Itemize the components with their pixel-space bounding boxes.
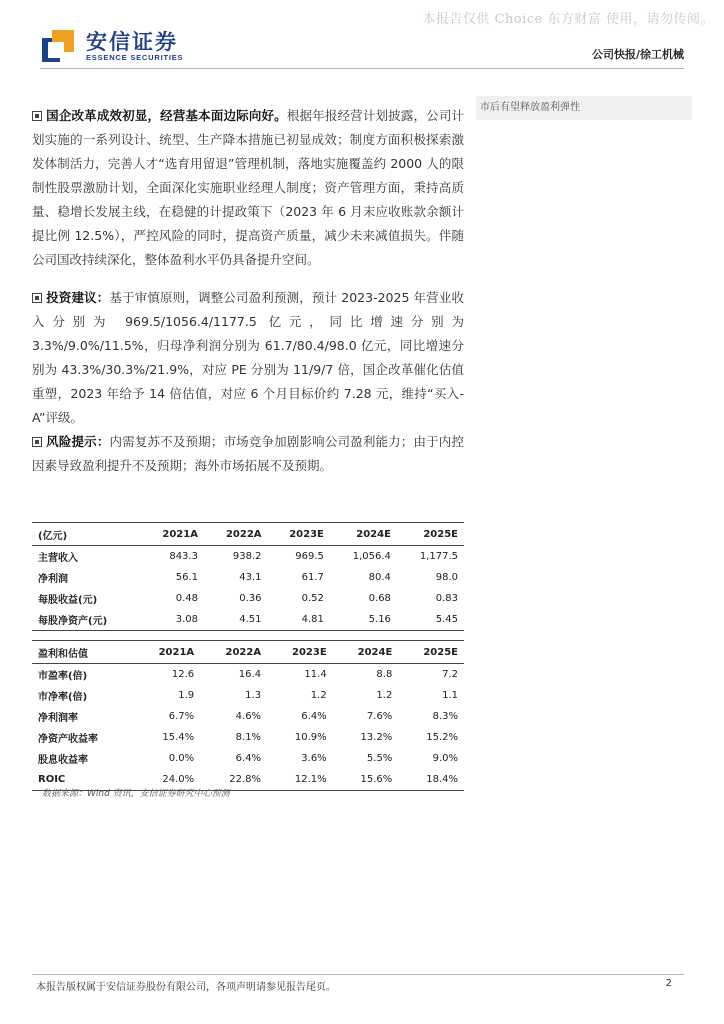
- row-label: 市盈率(倍): [38, 671, 88, 682]
- table-header-cell: 2024E: [330, 523, 397, 546]
- table-cell: 22.8%: [200, 769, 267, 791]
- table-cell: 98.0: [435, 572, 458, 583]
- table-cell: 1.9: [178, 690, 195, 701]
- table-row: [32, 748, 464, 769]
- table-cell: 4.51: [204, 609, 268, 631]
- table-cell: 3.6%: [301, 753, 327, 764]
- row-label: 每股净资产(元): [32, 609, 140, 631]
- table-cell: 1.2: [376, 690, 393, 701]
- table-header-row: [32, 523, 464, 546]
- table-header-cell: 2024E: [333, 641, 399, 664]
- table-cell: 5.5%: [366, 753, 393, 764]
- report-category: 公司快报/徐工机械: [591, 48, 684, 61]
- bullet-icon: [32, 293, 42, 303]
- row-label: ROIC: [32, 769, 133, 791]
- financial-summary-table: [32, 522, 464, 631]
- footer-divider: [32, 974, 684, 975]
- paragraph-risk: [32, 430, 464, 478]
- table-cell: 18.4%: [398, 769, 464, 791]
- paragraph-reform: [32, 104, 464, 272]
- table-cell: 0.52: [301, 593, 324, 604]
- table-cell: 56.1: [175, 572, 198, 583]
- table-cell: 24.0%: [133, 769, 200, 791]
- table-cell: 1.2: [310, 690, 327, 701]
- table-cell: 15.4%: [162, 732, 195, 743]
- table-cell: 5.45: [397, 609, 464, 631]
- table-header-cell: 2021A: [133, 641, 200, 664]
- table-row: [32, 588, 464, 609]
- table-header-cell: (亿元): [32, 523, 140, 546]
- table-cell: 12.6: [171, 669, 195, 680]
- valuation-table: [32, 640, 464, 791]
- watermark: 本报告仅供 Choice 东方财富 使用，请勿传阅。: [422, 12, 714, 27]
- table-header-row: [32, 641, 464, 664]
- row-label: 净资产收益率: [38, 734, 98, 745]
- table-cell: 3.08: [140, 609, 204, 631]
- table-cell: 4.81: [268, 609, 330, 631]
- data-source-note: 数据来源：Wind 资讯，安信证券研究中心预测: [42, 789, 230, 799]
- table-cell: 15.6%: [333, 769, 399, 791]
- table-row: [32, 664, 464, 686]
- row-label: 净利润: [38, 574, 68, 585]
- table-cell: 0.36: [239, 593, 262, 604]
- table-cell: 43.1: [239, 572, 262, 583]
- table-cell: 938.2: [232, 551, 262, 562]
- table-cell: 8.1%: [235, 732, 262, 743]
- table-header-cell: 2023E: [268, 523, 330, 546]
- header-divider: [40, 68, 684, 69]
- paragraph-lead: 投资建议：: [46, 290, 110, 305]
- row-label: 主营收入: [38, 553, 78, 564]
- table-row: [32, 685, 464, 706]
- table-row: [32, 609, 464, 631]
- table-header-cell: 2022A: [200, 641, 267, 664]
- table-cell: 80.4: [368, 572, 391, 583]
- paragraph-lead: 风险提示：: [46, 434, 110, 449]
- bullet-icon: [32, 111, 42, 121]
- paragraph-body: 内需复苏不及预期；市场竞争加剧影响公司盈利能力；由于内控因素导致盈利提升不及预期；海外市场拓展不及预期。: [32, 434, 464, 473]
- table-cell: 4.6%: [235, 711, 262, 722]
- table-cell: 7.2: [442, 669, 458, 680]
- row-label: 市净率(倍): [38, 692, 88, 703]
- table-cell: 6.4%: [301, 711, 327, 722]
- brand-name-en: ESSENCE SECURITIES: [86, 53, 184, 62]
- paragraph-investment: [32, 286, 464, 430]
- table-cell: 0.83: [435, 593, 458, 604]
- footer-disclaimer: 本报告版权属于安信证券股份有限公司，各项声明请参见报告尾页。: [36, 982, 336, 993]
- table-cell: 11.4: [304, 669, 327, 680]
- table-header-cell: 2025E: [398, 641, 464, 664]
- brand-logo-icon: [40, 28, 76, 64]
- page-number: 2: [665, 978, 672, 989]
- row-label: 净利润率: [38, 713, 78, 724]
- paragraph-body: 基于审慎原则，调整公司盈利预测，预计 2023-2025 年营业收入分别为 969.5/1056.4/1177.5 亿元，同比增速分别为 3.3%/9.0%/11.5%，归母净利润分别为 61.7/80.4/98.0 亿元，同比增速分别为 43.3%/30.3%/21.9%，对应 PE 分别为 11/9/7 倍，国企改革催化估值重塑，2023 年给予 14 倍估值，对应 6 个月目标价约 7.28 元，维持“买入-A”评级。: [32, 290, 464, 425]
- table-cell: 12.1%: [267, 769, 333, 791]
- table-cell: 1.1: [442, 690, 458, 701]
- table-cell: 8.3%: [432, 711, 458, 722]
- table-header-cell: 2023E: [267, 641, 333, 664]
- table-cell: 969.5: [295, 551, 324, 562]
- table-cell: 15.2%: [426, 732, 458, 743]
- table-header-cell: 2025E: [397, 523, 464, 546]
- table-cell: 8.8: [376, 669, 393, 680]
- row-label: 每股收益(元): [38, 595, 98, 606]
- paragraph-lead: 国企改革成效初显，经营基本面边际向好。: [46, 108, 287, 123]
- brand-name: 安信证券: [86, 30, 178, 54]
- table-cell: 6.7%: [168, 711, 195, 722]
- table-cell: 0.68: [368, 593, 391, 604]
- table-row: [32, 567, 464, 588]
- table-cell: 1,177.5: [419, 551, 458, 562]
- table-cell: 1.3: [245, 690, 262, 701]
- paragraph-body: 根据年报经营计划披露，公司计划实施的一系列设计、统型、生产降本措施已初显成效；制度方面积极探索激发体制活力，完善人才“选育用留退”管理机制，落地实施覆盖约 2000 人的限制性股票激励计划，全面深化实施职业经理人制度；资产管理方面，秉持高质量、稳增长发展主线，在稳健的计提政策下（2023 年 6 月末应收账款余额计提比例 12.5%），严控风险的同时，提高资产质量，减少未来减值损失。伴随公司国改持续深化，整体盈利水平仍具备提升空间。: [32, 108, 464, 267]
- table-cell: 1,056.4: [352, 551, 391, 562]
- table-cell: 7.6%: [366, 711, 393, 722]
- table-row: [32, 546, 464, 568]
- table-cell: 10.9%: [294, 732, 327, 743]
- table-cell: 0.0%: [168, 753, 195, 764]
- bullet-icon: [32, 437, 42, 447]
- table-row: [32, 706, 464, 727]
- table-cell: 16.4: [238, 669, 262, 680]
- table-cell: 61.7: [301, 572, 324, 583]
- table-cell: 6.4%: [235, 753, 262, 764]
- brand-logo: [40, 26, 210, 66]
- table-cell: 9.0%: [432, 753, 458, 764]
- table-header-cell: 2021A: [140, 523, 204, 546]
- table-header-cell: 盈利和估值: [32, 641, 133, 664]
- table-cell: 843.3: [169, 551, 198, 562]
- side-note: 市后有望释放盈利弹性: [476, 96, 692, 120]
- table-row: [32, 727, 464, 748]
- row-label: 股息收益率: [38, 755, 88, 766]
- table-cell: 0.48: [175, 593, 198, 604]
- table-cell: 5.16: [330, 609, 397, 631]
- table-header-cell: 2022A: [204, 523, 268, 546]
- table-cell: 13.2%: [360, 732, 393, 743]
